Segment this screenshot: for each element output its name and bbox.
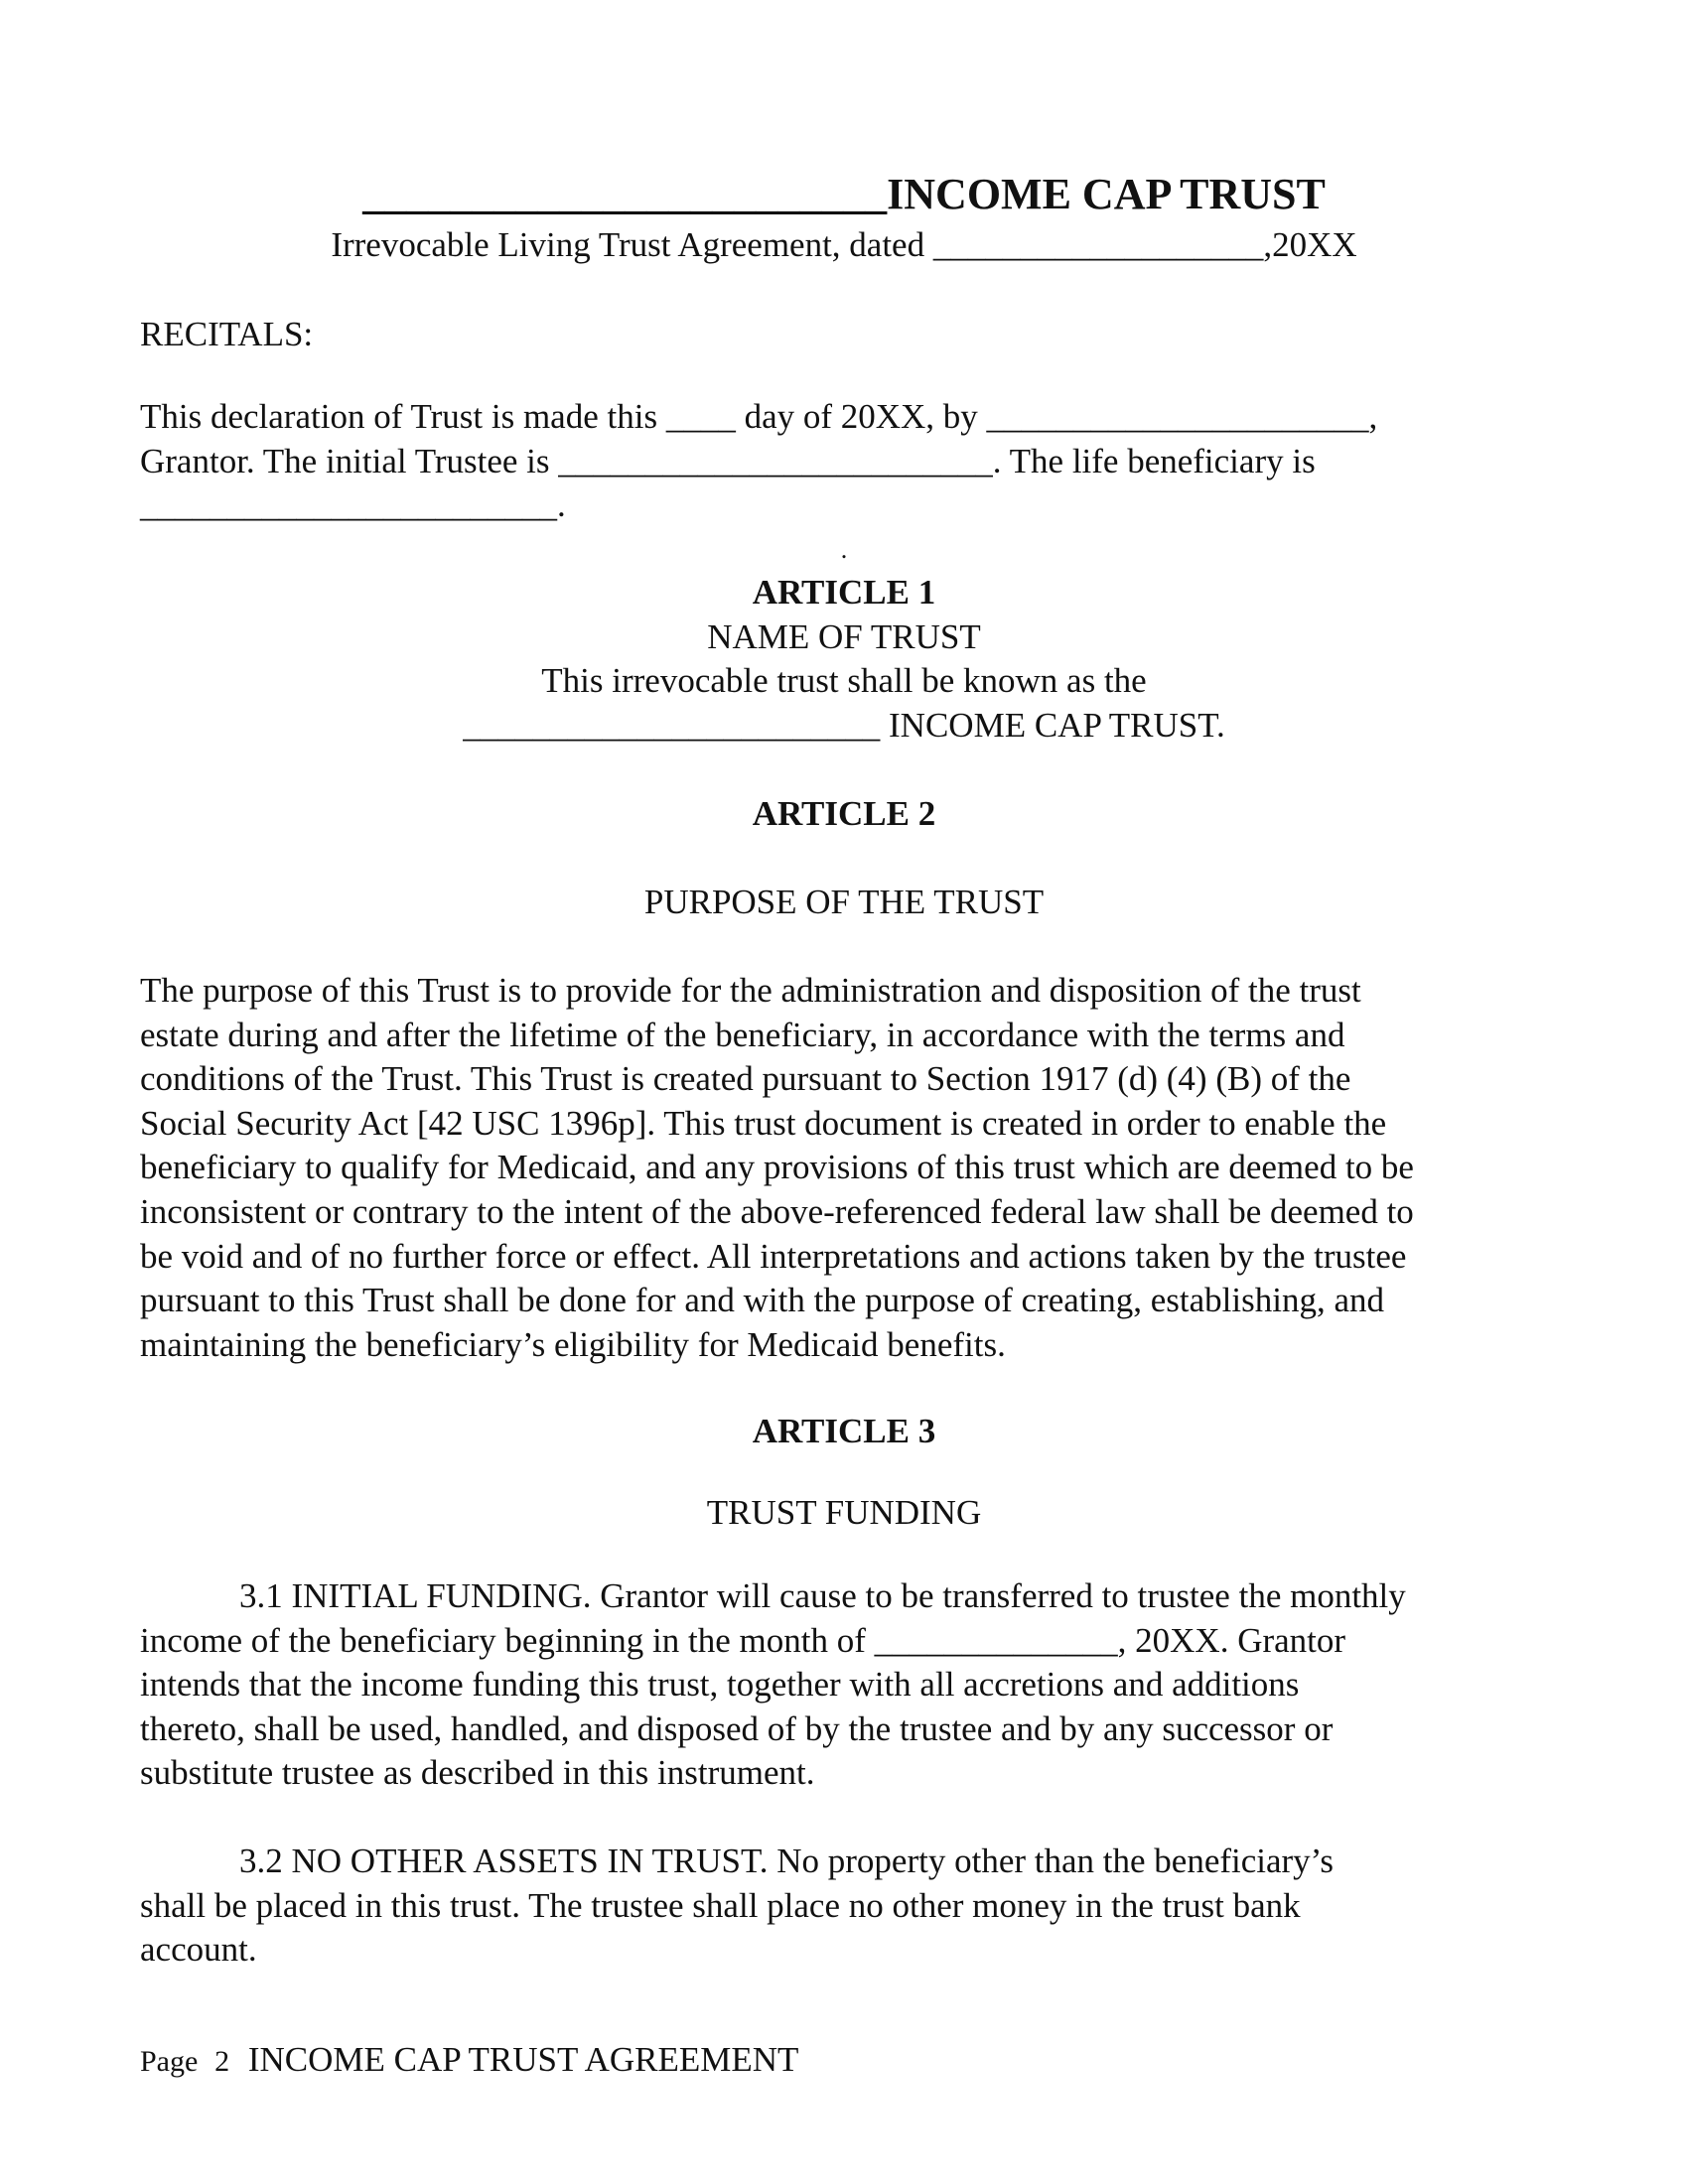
footer-document-title: INCOME CAP TRUST AGREEMENT xyxy=(247,2040,799,2079)
article-2-line: estate during and after the lifetime of the beneficiary, in accordance with the terms and xyxy=(140,1015,1345,1054)
section-3-1-line: intends that the income funding this trust, together with all accretions and additions xyxy=(140,1665,1300,1705)
document-title: ________________________INCOME CAP TRUST xyxy=(362,170,1326,218)
article-2-line: conditions of the Trust. This Trust is created pursuant to Section 1917 (d) (4) (B) of the xyxy=(140,1059,1351,1099)
section-3-2-paragraph xyxy=(140,1840,1570,1973)
footer-page-number: 2 xyxy=(214,2045,230,2078)
section-3-1-line: income of the beneficiary beginning in the month of ______________, 20XX. Grantor xyxy=(140,1620,1346,1660)
recitals-line: Grantor. The initial Trustee is _________________________. The life beneficiary is xyxy=(140,441,1316,480)
recitals-paragraph xyxy=(140,395,1570,528)
section-3-1-line: substitute trustee as described in this instrument. xyxy=(140,1753,815,1793)
article-2-heading: ARTICLE 2 xyxy=(752,794,936,833)
article-1-text-line: This irrevocable trust shall be known as the xyxy=(541,661,1147,700)
recitals-line: ________________________. xyxy=(140,485,566,525)
article-2-line: inconsistent or contrary to the intent of the above-referenced federal law shall be deemed to xyxy=(140,1191,1414,1231)
article-2-line: Social Security Act [42 USC 1396p]. This trust document is created in order to enable the xyxy=(140,1103,1387,1143)
page-footer xyxy=(140,2038,798,2084)
recitals-line: This declaration of Trust is made this ____ day of 20XX, by ______________________, xyxy=(140,397,1378,436)
article-2-subheading: PURPOSE OF THE TRUST xyxy=(643,883,1045,921)
article-2-line: maintaining the beneficiary’s eligibility for Medicaid benefits. xyxy=(140,1324,1006,1364)
article-3-subheading: TRUST FUNDING xyxy=(706,1493,982,1532)
separator-dot: . xyxy=(840,535,848,564)
section-3-1-paragraph xyxy=(140,1574,1570,1796)
article-2-line: pursuant to this Trust shall be done for and with the purpose of creating, establishing, and xyxy=(140,1281,1385,1320)
article-1-heading: ARTICLE 1 xyxy=(752,573,936,612)
recitals-heading: RECITALS: xyxy=(140,315,314,353)
section-3-2-line: shall be placed in this trust. The trustee shall place no other money in the trust bank xyxy=(140,1885,1301,1925)
article-2-paragraph xyxy=(140,969,1570,1367)
document-subtitle: Irrevocable Living Trust Agreement, dated ___________________,20XX xyxy=(331,225,1357,264)
section-3-2-line: account. xyxy=(140,1930,257,1970)
section-3-1-line: 3.1 INITIAL FUNDING. Grantor will cause to be transferred to trustee the monthly xyxy=(239,1576,1406,1615)
article-2-line: be void and of no further force or effect. All interpretations and actions taken by the trustee xyxy=(140,1236,1407,1276)
article-3-heading: ARTICLE 3 xyxy=(752,1412,936,1450)
article-2-line: The purpose of this Trust is to provide for the administration and disposition of the trust xyxy=(140,971,1361,1010)
footer-page-label: Page xyxy=(140,2045,199,2078)
article-1-subheading: NAME OF TRUST xyxy=(707,617,981,656)
article-1-text-line: ________________________ INCOME CAP TRUST. xyxy=(463,706,1225,745)
section-3-1-line: thereto, shall be used, handled, and disposed of by the trustee and by any successor or xyxy=(140,1708,1334,1748)
article-2-line: beneficiary to qualify for Medicaid, and any provisions of this trust which are deemed to be xyxy=(140,1148,1414,1187)
section-3-2-line: 3.2 NO OTHER ASSETS IN TRUST. No property other than the beneficiary’s xyxy=(239,1842,1335,1880)
